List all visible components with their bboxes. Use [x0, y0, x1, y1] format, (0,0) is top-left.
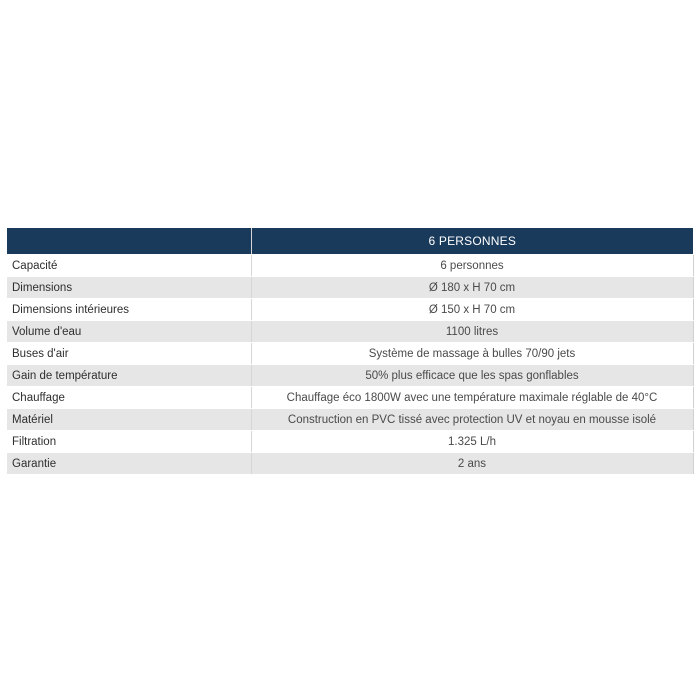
table-row: [7, 453, 693, 475]
row-value-filtration: 1.325 L/h: [251, 431, 693, 453]
table-row: [7, 277, 693, 299]
table-row: [7, 255, 693, 277]
spec-table: [7, 228, 694, 475]
row-label-capacite: Capacité: [7, 255, 251, 277]
table-row: [7, 431, 693, 453]
header-model-cell: 6 PERSONNES: [251, 228, 693, 255]
row-value-garantie: 2 ans: [251, 453, 693, 475]
row-label-volume-eau: Volume d'eau: [7, 321, 251, 343]
row-value-buses-air: Système de massage à bulles 70/90 jets: [251, 343, 693, 365]
row-value-dimensions-interieures: Ø 150 x H 70 cm: [251, 299, 693, 321]
row-value-gain-temperature: 50% plus efficace que les spas gonflables: [251, 365, 693, 387]
table-row: [7, 343, 693, 365]
table-row: [7, 387, 693, 409]
row-label-dimensions-interieures: Dimensions intérieures: [7, 299, 251, 321]
row-label-chauffage: Chauffage: [7, 387, 251, 409]
row-label-materiel: Matériel: [7, 409, 251, 431]
row-label-dimensions: Dimensions: [7, 277, 251, 299]
row-value-capacite: 6 personnes: [251, 255, 693, 277]
table-row: [7, 321, 693, 343]
row-value-dimensions: Ø 180 x H 70 cm: [251, 277, 693, 299]
table-row: [7, 409, 693, 431]
table-row: [7, 299, 693, 321]
row-label-gain-temperature: Gain de température: [7, 365, 251, 387]
row-label-buses-air: Buses d'air: [7, 343, 251, 365]
row-value-volume-eau: 1100 litres: [251, 321, 693, 343]
row-label-garantie: Garantie: [7, 453, 251, 475]
header-label-cell: [7, 228, 251, 255]
table-row: [7, 365, 693, 387]
row-value-materiel: Construction en PVC tissé avec protection UV et noyau en mousse isolé: [251, 409, 693, 431]
table-header-row: [7, 228, 693, 255]
row-label-filtration: Filtration: [7, 431, 251, 453]
row-value-chauffage: Chauffage éco 1800W avec une température maximale réglable de 40°C: [251, 387, 693, 409]
